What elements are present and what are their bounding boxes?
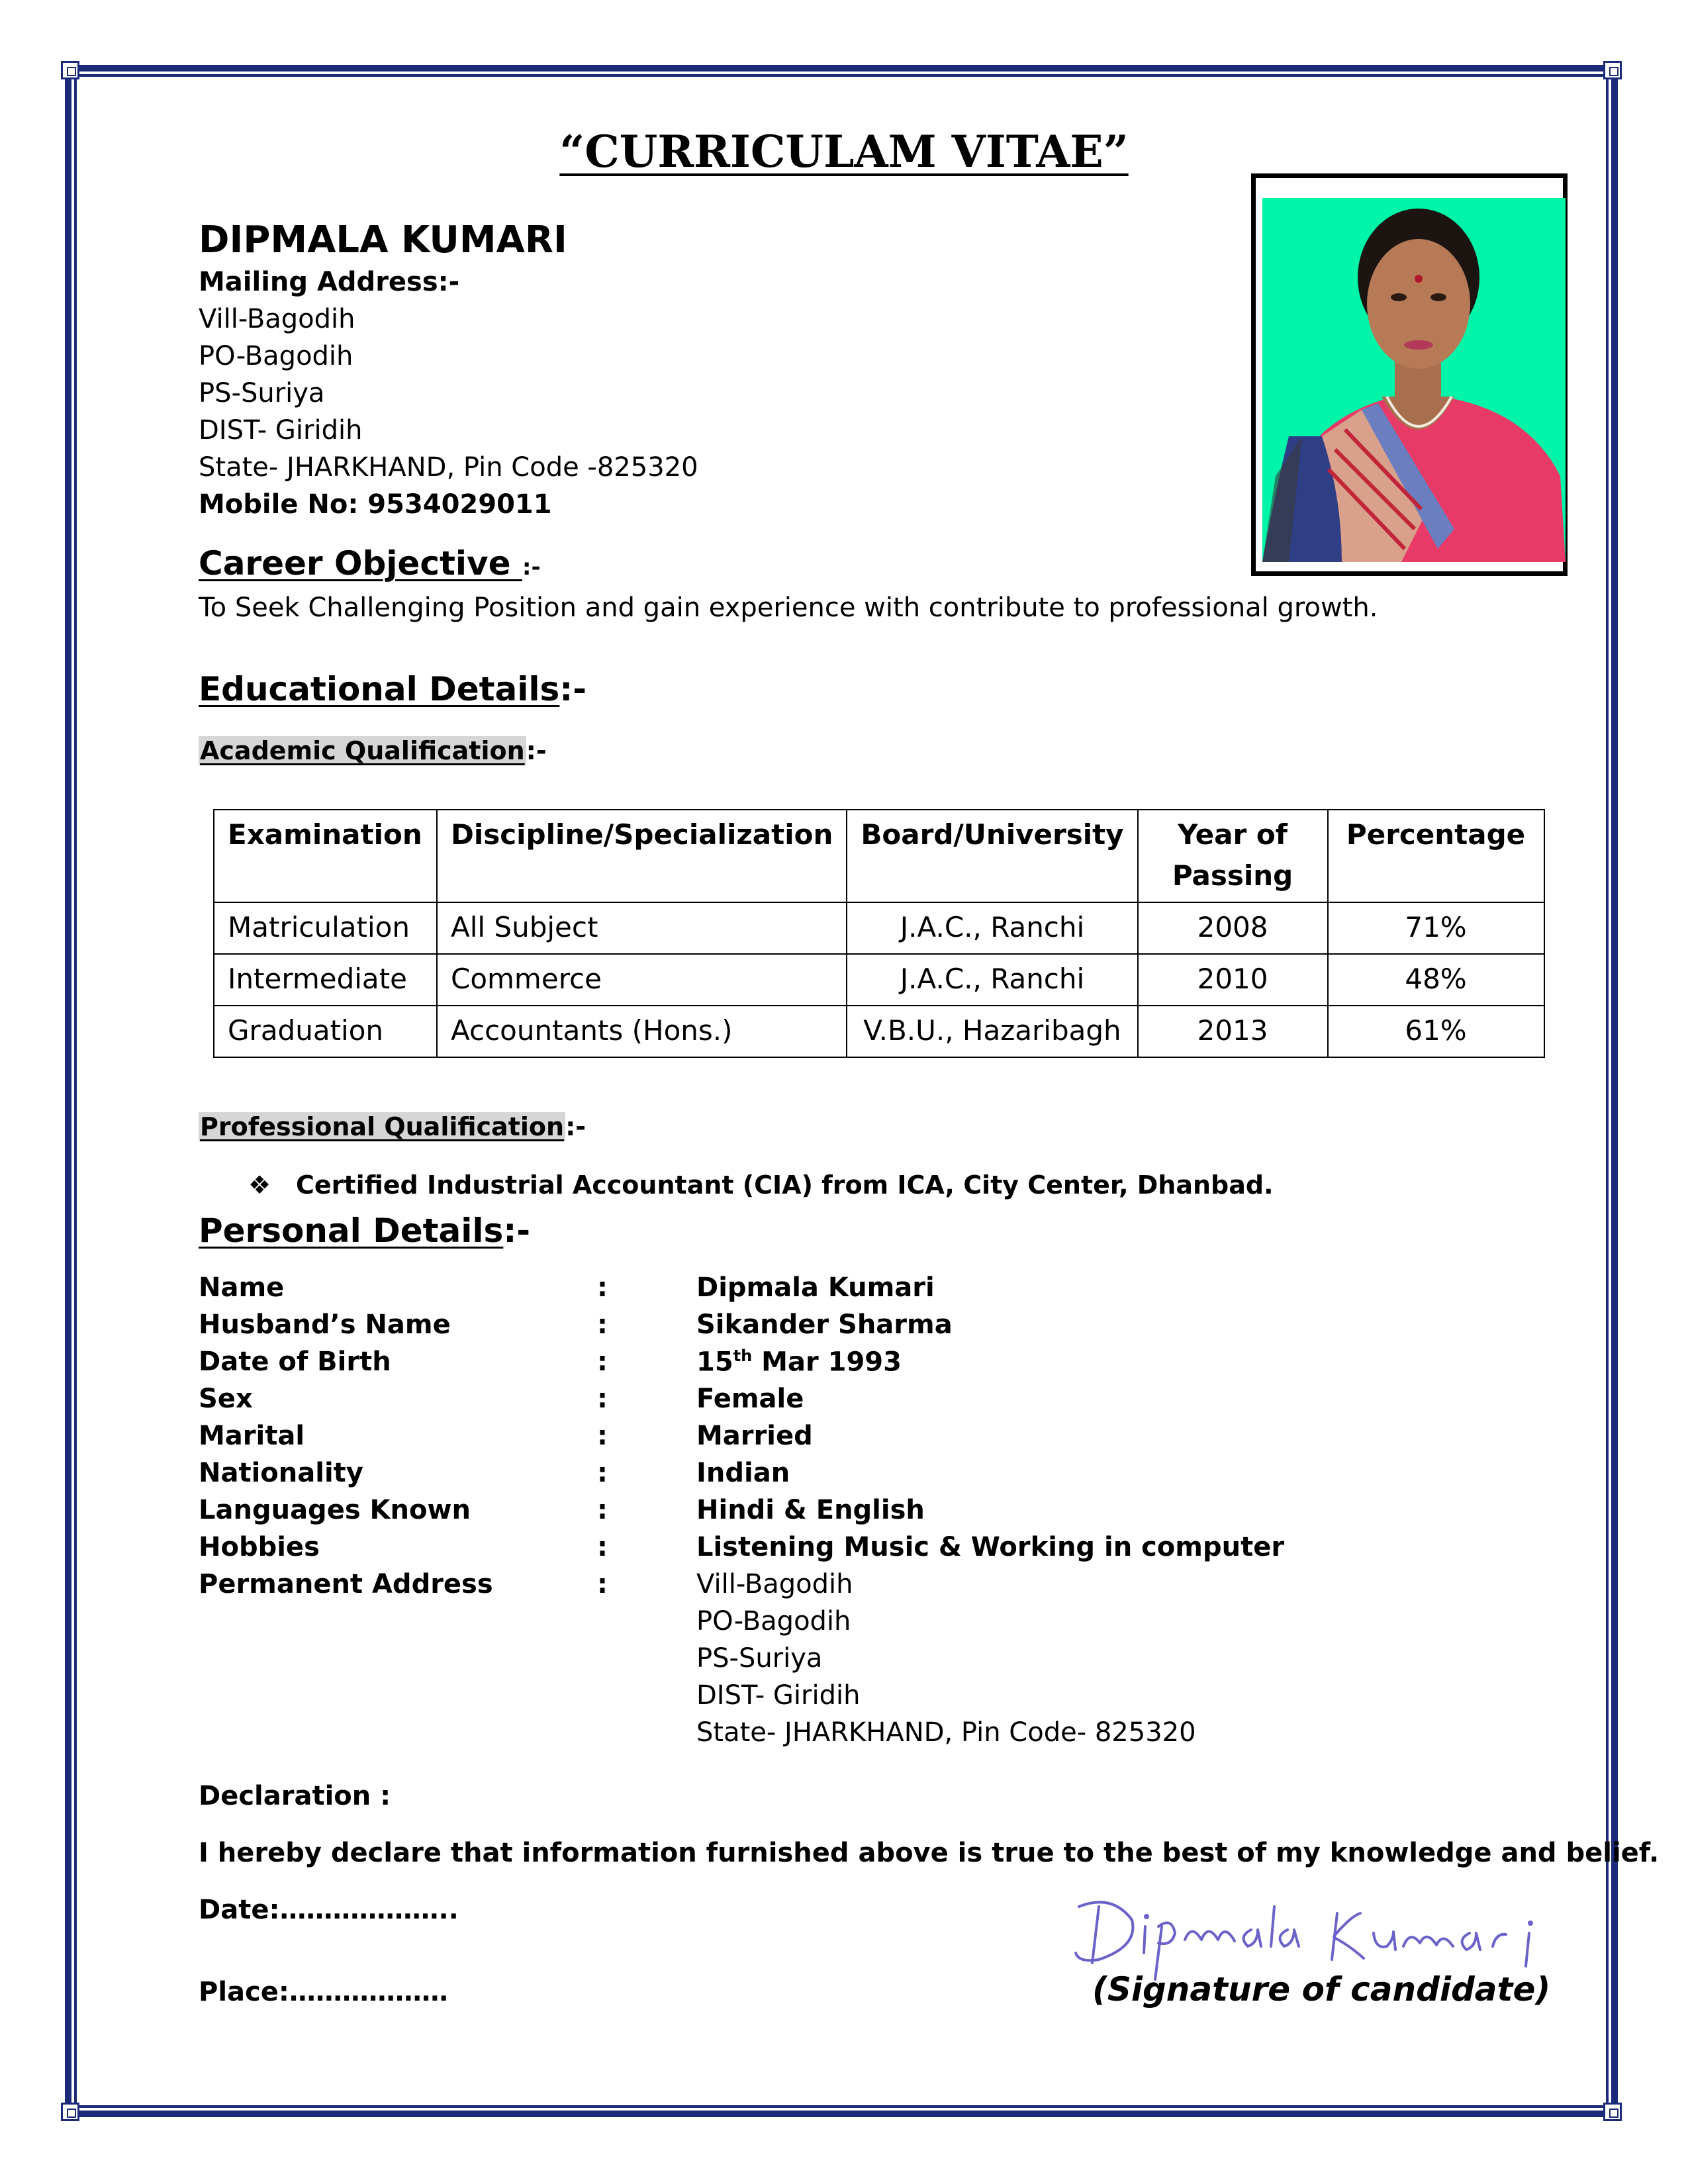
detail-colon: : xyxy=(597,1569,608,1599)
document-title: “CURRICULAM VITAE” xyxy=(559,126,1129,177)
detail-colon: : xyxy=(597,1272,608,1303)
academic-qualification-label: Academic Qualification xyxy=(200,736,525,765)
detail-value: Sikander Sharma xyxy=(696,1309,953,1340)
photo-frame xyxy=(1251,173,1568,576)
permanent-address-line: DIST- Giridih xyxy=(696,1680,861,1711)
declaration-text: I hereby declare that information furnished above is true to the best of my knowledge and belief. xyxy=(199,1838,1660,1868)
table-cell: All Subject xyxy=(437,902,847,954)
detail-label: Marital xyxy=(199,1421,305,1451)
permanent-address-line: PO-Bagodih xyxy=(696,1606,851,1637)
table-header-row xyxy=(214,810,1544,902)
personal-details-heading-text: Personal Details xyxy=(199,1211,504,1250)
detail-colon: : xyxy=(597,1384,608,1414)
detail-colon: : xyxy=(597,1495,608,1525)
professional-qualification-heading xyxy=(199,1112,586,1141)
detail-colon: : xyxy=(597,1347,608,1377)
detail-label: Languages Known xyxy=(199,1495,471,1525)
table-cell: 71% xyxy=(1328,902,1544,954)
permanent-address-line: Vill-Bagodih xyxy=(696,1569,853,1599)
educational-details-heading-text: Educational Details xyxy=(199,670,560,708)
mailing-address-line: PO-Bagodih xyxy=(199,341,353,371)
table-cell: Commerce xyxy=(437,954,847,1006)
border-corner-ornament xyxy=(1603,2103,1622,2121)
table-cell: 61% xyxy=(1328,1006,1544,1057)
border-corner-ornament xyxy=(61,2103,79,2121)
table-cell: J.A.C., Ranchi xyxy=(847,902,1137,954)
table-row xyxy=(214,902,1544,954)
educational-details-heading-suffix: :- xyxy=(559,670,587,708)
table-cell: J.A.C., Ranchi xyxy=(847,954,1137,1006)
table-cell: 2010 xyxy=(1138,954,1328,1006)
career-objective-heading-suffix: :- xyxy=(522,554,541,581)
academic-qualification-table xyxy=(213,809,1545,1058)
signature-caption: (Signature of candidate) xyxy=(1092,1970,1551,2009)
mailing-address-line: PS-Suriya xyxy=(199,378,325,408)
mailing-address-line: Vill-Bagodih xyxy=(199,304,355,334)
detail-label: Husband’s Name xyxy=(199,1309,451,1340)
personal-details-heading-suffix: :- xyxy=(503,1211,531,1250)
detail-value: Listening Music & Working in computer xyxy=(696,1532,1285,1562)
table-cell: Accountants (Hons.) xyxy=(437,1006,847,1057)
table-header-cell: Examination xyxy=(214,810,437,902)
diamond-bullet-icon: ❖ xyxy=(248,1170,271,1200)
place-field: Place:……………… xyxy=(199,1977,448,2007)
dob-rest: Mar 1993 xyxy=(752,1347,902,1378)
professional-qualification-label: Professional Qualification xyxy=(200,1112,565,1141)
detail-colon: : xyxy=(597,1421,608,1451)
academic-qualification-heading xyxy=(199,736,547,765)
candidate-name: DIPMALA KUMARI xyxy=(199,218,567,261)
table-cell: Intermediate xyxy=(214,954,437,1006)
permanent-address-line: State- JHARKHAND, Pin Code- 825320 xyxy=(696,1717,1196,1748)
table-cell: Matriculation xyxy=(214,902,437,954)
date-field: Date:……………….. xyxy=(199,1895,459,1925)
detail-value: Hindi & English xyxy=(696,1495,925,1525)
mailing-address-line: DIST- Giridih xyxy=(199,415,363,446)
detail-value: Dipmala Kumari xyxy=(696,1272,935,1303)
table-cell: 2013 xyxy=(1138,1006,1328,1057)
dob-ordinal: th xyxy=(733,1347,753,1365)
border-corner-ornament xyxy=(61,61,79,79)
table-header-cell: Percentage xyxy=(1328,810,1544,902)
border-corner-ornament xyxy=(1603,61,1622,79)
table-header-cell: Board/University xyxy=(847,810,1137,902)
detail-label: Date of Birth xyxy=(199,1347,391,1377)
permanent-address-line: PS-Suriya xyxy=(696,1643,823,1674)
table-header-cell: Discipline/Specialization xyxy=(437,810,847,902)
detail-label: Nationality xyxy=(199,1458,363,1488)
detail-colon: : xyxy=(597,1532,608,1562)
table-row xyxy=(214,954,1544,1006)
table-cell: V.B.U., Hazaribagh xyxy=(847,1006,1137,1057)
table-cell: 48% xyxy=(1328,954,1544,1006)
detail-value xyxy=(696,1347,902,1377)
declaration-heading: Declaration : xyxy=(199,1781,391,1811)
candidate-photo xyxy=(1262,198,1566,562)
detail-value: Married xyxy=(696,1421,813,1451)
academic-qualification-suffix: :- xyxy=(526,736,547,765)
career-objective-heading xyxy=(199,544,541,583)
professional-qualification-item xyxy=(248,1170,1274,1200)
dob-day: 15 xyxy=(696,1347,733,1378)
professional-qualification-suffix: :- xyxy=(565,1112,586,1141)
detail-colon: : xyxy=(597,1309,608,1340)
detail-value: Indian xyxy=(696,1458,790,1488)
personal-details-heading xyxy=(199,1211,530,1250)
mobile-number: Mobile No: 9534029011 xyxy=(199,489,552,520)
detail-value: Female xyxy=(696,1384,804,1414)
table-row xyxy=(214,1006,1544,1057)
detail-label: Hobbies xyxy=(199,1532,320,1562)
table-cell: Graduation xyxy=(214,1006,437,1057)
detail-label: Permanent Address xyxy=(199,1569,493,1599)
career-objective-heading-text: Career Objective xyxy=(199,544,522,583)
mailing-address-block xyxy=(199,263,698,523)
career-objective-text: To Seek Challenging Position and gain experience with contribute to professional growth. xyxy=(199,593,1378,623)
detail-colon: : xyxy=(597,1458,608,1488)
detail-label: Sex xyxy=(199,1384,253,1414)
detail-label: Name xyxy=(199,1272,285,1303)
table-cell: 2008 xyxy=(1138,902,1328,954)
mailing-address-label: Mailing Address:- xyxy=(199,267,460,297)
educational-details-heading xyxy=(199,670,586,708)
mailing-address-line: State- JHARKHAND, Pin Code -825320 xyxy=(199,452,698,483)
table-header-cell: Year of Passing xyxy=(1138,810,1328,902)
professional-qualification-text: Certified Industrial Accountant (CIA) from ICA, City Center, Dhanbad. xyxy=(296,1170,1274,1200)
